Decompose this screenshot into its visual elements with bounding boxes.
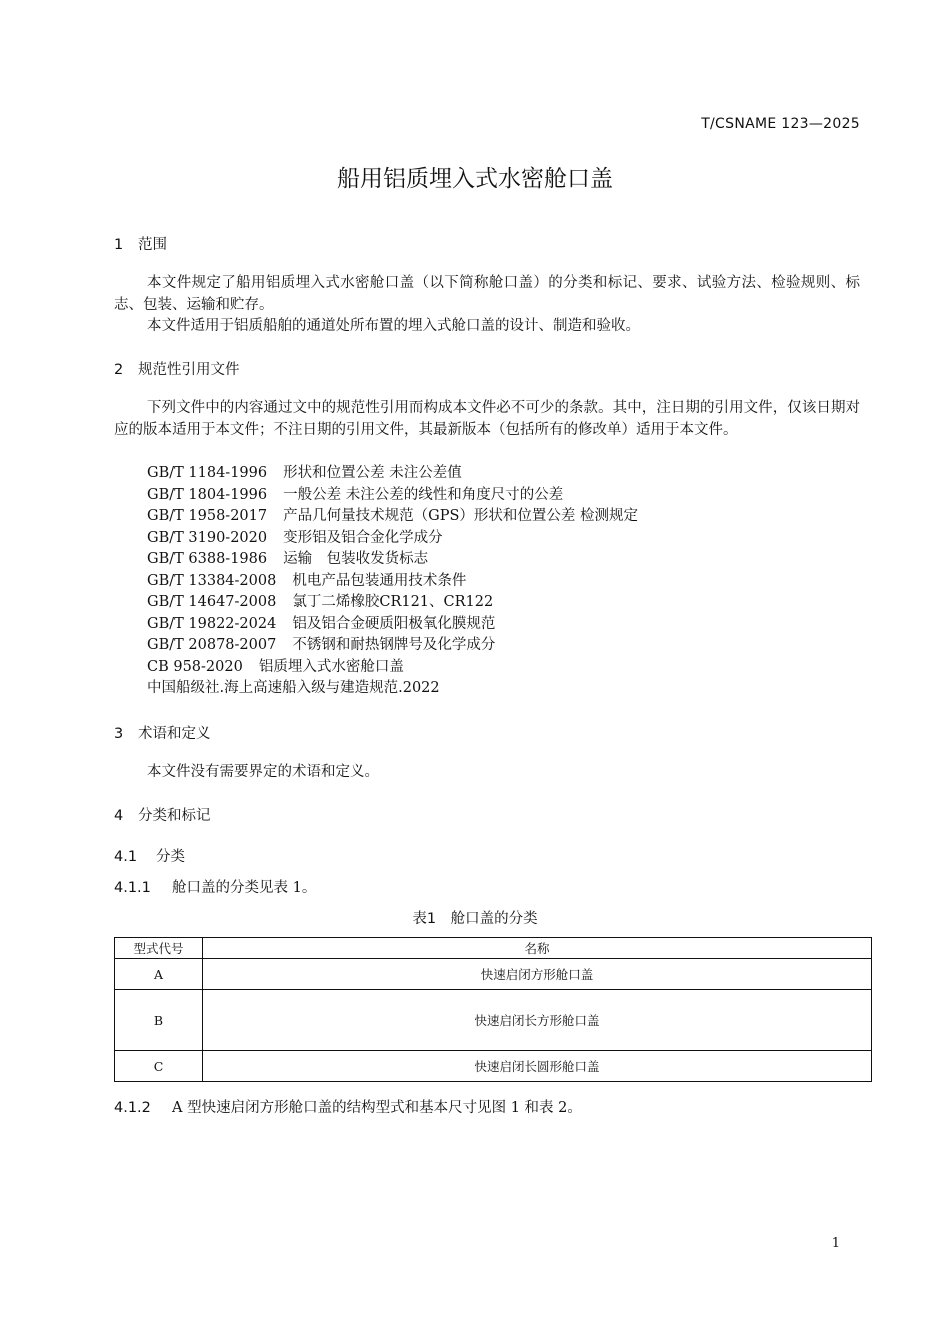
reference-item — [147, 635, 495, 657]
reference-code: GB/T 1804-1996 — [147, 486, 268, 503]
reference-code: GB/T 13384-2008 — [147, 572, 277, 589]
section-title: 术语和定义 — [138, 726, 211, 742]
reference-code: GB/T 14647-2008 — [147, 594, 277, 610]
reference-item — [147, 463, 462, 485]
reference-code: CB 958-2020 — [147, 658, 243, 675]
table-header-cell: 型式代号 — [115, 938, 203, 959]
clause-4-1-2 — [114, 1096, 582, 1117]
reference-title: 氯丁二烯橡胶CR121、CR122 — [292, 594, 494, 610]
table-cell-name: 快速启闭长圆形舱口盖 — [203, 1051, 872, 1082]
reference-code: GB/T 1184-1996 — [147, 465, 268, 481]
reference-title: 铝质埋入式水密舱口盖 — [258, 658, 404, 675]
section-number: 4 — [114, 808, 124, 824]
reference-item — [147, 678, 440, 700]
table-caption: 表1 舱口盖的分类 — [412, 911, 538, 927]
table-cell-code: B — [115, 990, 203, 1051]
section-3-paragraph: 本文件没有需要界定的术语和定义。 — [147, 764, 379, 780]
reference-item — [147, 614, 495, 636]
reference-title: 不锈钢和耐热钢牌号及化学成分 — [292, 637, 496, 653]
reference-code: GB/T 6388-1986 — [147, 551, 268, 567]
reference-code: GB/T 20878-2007 — [147, 637, 277, 653]
reference-item — [147, 549, 428, 571]
reference-code: GB/T 1958-2017 — [147, 508, 268, 524]
clause-number: 4.1.2 — [114, 1100, 151, 1116]
clause-number: 4.1.1 — [114, 880, 151, 896]
subsection-number: 4.1 — [114, 849, 138, 865]
table-header-cell: 名称 — [203, 938, 872, 959]
table-cell-code: C — [115, 1051, 203, 1082]
section-2-paragraph: 下列文件中的内容通过文中的规范性引用而构成本文件必不可少的条款。其中，注日期的引用文件，仅该日期对应的版本适用于本文件；不注日期的引用文件，其最新版本（包括所有的修改单）适用于本文件。 — [114, 400, 860, 438]
classification-table — [114, 937, 872, 1082]
reference-title: 铝及铝合金硬质阳极氧化膜规范 — [292, 615, 496, 632]
reference-code: GB/T 3190-2020 — [147, 529, 268, 546]
reference-title: 产品几何量技术规范（GPS）形状和位置公差 检测规定 — [283, 508, 638, 524]
section-2-heading — [114, 358, 240, 379]
reference-item — [147, 571, 466, 593]
table-row — [115, 1051, 872, 1082]
subsection-4-1-heading — [114, 845, 185, 866]
standard-number: T/CSNAME 123—2025 — [701, 116, 860, 132]
table-cell-name: 快速启闭方形舱口盖 — [203, 959, 872, 990]
reference-item — [147, 657, 404, 679]
table-cell-code: A — [115, 959, 203, 990]
reference-item — [147, 506, 638, 528]
reference-title: 机电产品包装通用技术条件 — [292, 572, 467, 589]
section-3-heading — [114, 722, 211, 743]
clause-4-1-1 — [114, 876, 316, 897]
document-title: 船用铝质埋入式水密舱口盖 — [337, 166, 613, 192]
section-1-heading — [114, 233, 167, 254]
table-row — [115, 959, 872, 990]
table-header-row — [115, 938, 872, 959]
reference-title: 变形铝及铝合金化学成分 — [283, 529, 443, 546]
reference-title: 中国船级社.海上高速船入级与建造规范.2022 — [147, 680, 440, 696]
table-row — [115, 990, 872, 1051]
clause-text: A 型快速启闭方形舱口盖的结构型式和基本尺寸见图 1 和表 2。 — [172, 1100, 582, 1116]
section-number: 1 — [114, 237, 124, 253]
section-title: 分类和标记 — [138, 808, 211, 824]
section-title: 规范性引用文件 — [138, 362, 240, 378]
section-1-paragraph-2: 本文件适用于铝质船舶的通道处所布置的埋入式舱口盖的设计、制造和验收。 — [147, 318, 640, 334]
section-title: 范围 — [138, 237, 167, 253]
section-1-paragraph-1: 本文件规定了船用铝质埋入式水密舱口盖（以下简称舱口盖）的分类和标记、要求、试验方法、检验规则、标志、包装、运输和贮存。 — [114, 275, 860, 313]
reference-item — [147, 528, 443, 550]
section-4-heading — [114, 804, 211, 825]
section-number: 2 — [114, 362, 124, 378]
section-number: 3 — [114, 726, 124, 742]
table-cell-name: 快速启闭长方形舱口盖 — [203, 990, 872, 1051]
subsection-title: 分类 — [156, 849, 185, 865]
reference-item — [147, 485, 563, 507]
reference-item — [147, 592, 493, 614]
reference-title: 形状和位置公差 未注公差值 — [283, 465, 462, 481]
clause-text: 舱口盖的分类见表 1。 — [172, 880, 317, 896]
reference-code: GB/T 19822-2024 — [147, 615, 277, 632]
reference-title: 运输 包装收发货标志 — [283, 551, 429, 567]
reference-title: 一般公差 未注公差的线性和角度尺寸的公差 — [283, 486, 564, 503]
page-number: 1 — [831, 1236, 840, 1251]
